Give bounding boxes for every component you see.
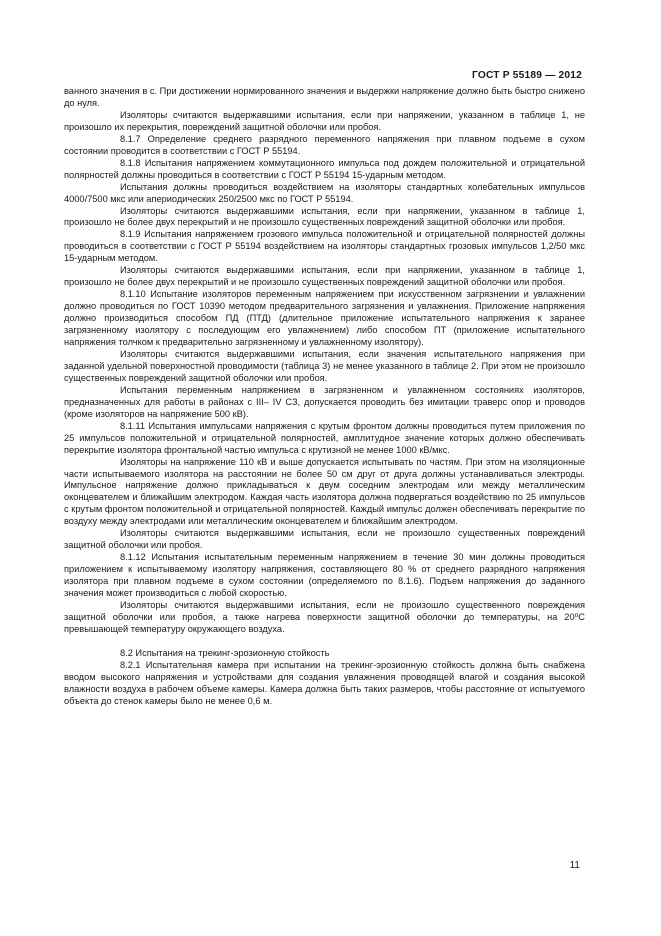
document-body xyxy=(64,86,585,708)
paragraph: Испытания переменным напряжением в загрязненном и увлажненном состояниях изоляторов, предназначенных для работы в районах с III– IV СЗ, допускается проводить без имитации траверс опор и проводов (кроме изоляторов на напряжение 500 кВ). xyxy=(64,384,585,419)
paragraph: Изоляторы считаются выдержавшими испытания, если значения испытательного напряжения при заданной удельной поверхностной проводимости (таблица 3) не менее указанного в таблице 2. При этом не произошло существенных повреждений защитной оболочки или пробоя. xyxy=(64,348,585,383)
paragraph: Испытания должны проводиться воздействием на изоляторы стандартных колебательных импульсов 4000/7500 мкс или апериодических 250/2500 мкс по ГОСТ Р 55194. xyxy=(64,181,585,204)
paragraph: 8.1.11 Испытания импульсами напряжения с крутым фронтом должны проводиться путем приложения по 25 импульсов положительной и отрицательной полярностей, амплитудное значение которых должно обеспечивать перекрытие изолятора фронтальной частью импульса с крутизной не менее 1000 кВ/мкс. xyxy=(64,420,585,455)
paragraph: Изоляторы считаются выдержавшими испытания, если при напряжении, указанном в таблице 1, не произошло их перекрытия, повреждений защитной оболочки или пробоя. xyxy=(64,109,585,132)
paragraph: ванного значения в с. При достижении нормированного значения и выдержки напряжение должно быть быстро снижено до нуля. xyxy=(64,86,585,108)
paragraph: 8.1.8 Испытания напряжением коммутационного импульса под дождем положительной и отрицательной полярностей должны проводиться в соответствии с ГОСТ Р 55194 15-ударным методом. xyxy=(64,157,585,180)
paragraph: 8.1.9 Испытания напряжением грозового импульса положительной и отрицательной полярностей должны проводиться в соответствии с ГОСТ Р 55194 воздействием на изоляторы стандартных грозовых импульсов 1,2/50 мкс 15-ударным методом. xyxy=(64,229,585,264)
paragraph: Изоляторы на напряжение 110 кВ и выше допускается испытывать по частям. При этом на изоляционные части испытываемого изолятора на расстоянии не более 50 см друг от друга должны устанавливаться электроды. Импульсное напряжение должно прикладываться к двум соседним электродам или между металлическим оконцевателем и ближайшим электродом. Каждая часть изолятора должна подвергаться воздействию по 25 импульсов с крутым фронтом положительной и отрицательной полярностей. Каждый импульс должен обеспечивать перекрытие по воздуху между электродами или металлическим оконцевателем и ближайшим электродом. xyxy=(64,456,585,527)
paragraph: Изоляторы считаются выдержавшими испытания, если не произошло существенных повреждений защитной оболочки или пробоя. xyxy=(64,528,585,551)
document-header: ГОСТ Р 55189 — 2012 xyxy=(472,70,582,81)
paragraph: Изоляторы считаются выдержавшими испытания, если не произошло существенного повреждения защитной оболочки или пробоя, а также нагрева поверхности защитной оболочки до температуры, на 20⁰С превышающей температуру окружающего воздуха. xyxy=(64,599,585,634)
paragraph: 8.1.7 Определение среднего разрядного переменного напряжения при плавном подъеме в сухом состоянии проводится в соответствии с ГОСТ Р 55194. xyxy=(64,133,585,156)
paragraph: Изоляторы считаются выдержавшими испытания, если при напряжении, указанном в таблице 1, произошло не более двух перекрытий и не произошло существенных повреждений защитной оболочки или пробоя. xyxy=(64,265,585,288)
page-number: 11 xyxy=(569,860,580,871)
section-heading: 8.2 Испытания на трекинг-эрозионную стойкость xyxy=(120,647,330,658)
paragraph: 8.1.12 Испытания испытательным переменным напряжением в течение 30 мин должны проводиться приложением к испытываемому изолятору напряжения, составляющего 80 % от среднего разрядного напряжения изолятора при плавном подъеме в сухом состоянии (определяемого по 8.1.6). Подъем напряжения до заданного значения может производиться с любой скоростью. xyxy=(64,552,585,599)
paragraph: 8.1.10 Испытание изоляторов переменным напряжением при искусственном загрязнении и увлажнении должно проводиться по ГОСТ 10390 методом предварительного загрязнения и увлажнения. Приложение напряжения должно производиться способом ПД (ПТД) (длительное приложение испытательного напряжения к заранее загрязненному изолятору с последующим его увлажнением) либо способом ПТ (приложение испытательного напряжения толчком к предварительно загрязненному и увлажненному изолятору). xyxy=(64,289,585,348)
paragraph: Изоляторы считаются выдержавшими испытания, если при напряжении, указанном в таблице 1, произошло не более двух перекрытий и не произошло существенных повреждений защитной оболочки или пробоя. xyxy=(64,205,585,228)
paragraph: 8.2.1 Испытательная камера при испытании на трекинг-эрозионную стойкость должна быть снабжена вводом высокого напряжения и устройствами для создания увлажнения проводящей влагой и создания высокой влажности воздуха в рабочем объеме камеры. Камера должна быть таких размеров, чтобы расстояние от испытуемого объекта до стенок камеры было не менее 0,6 м. xyxy=(64,659,585,706)
